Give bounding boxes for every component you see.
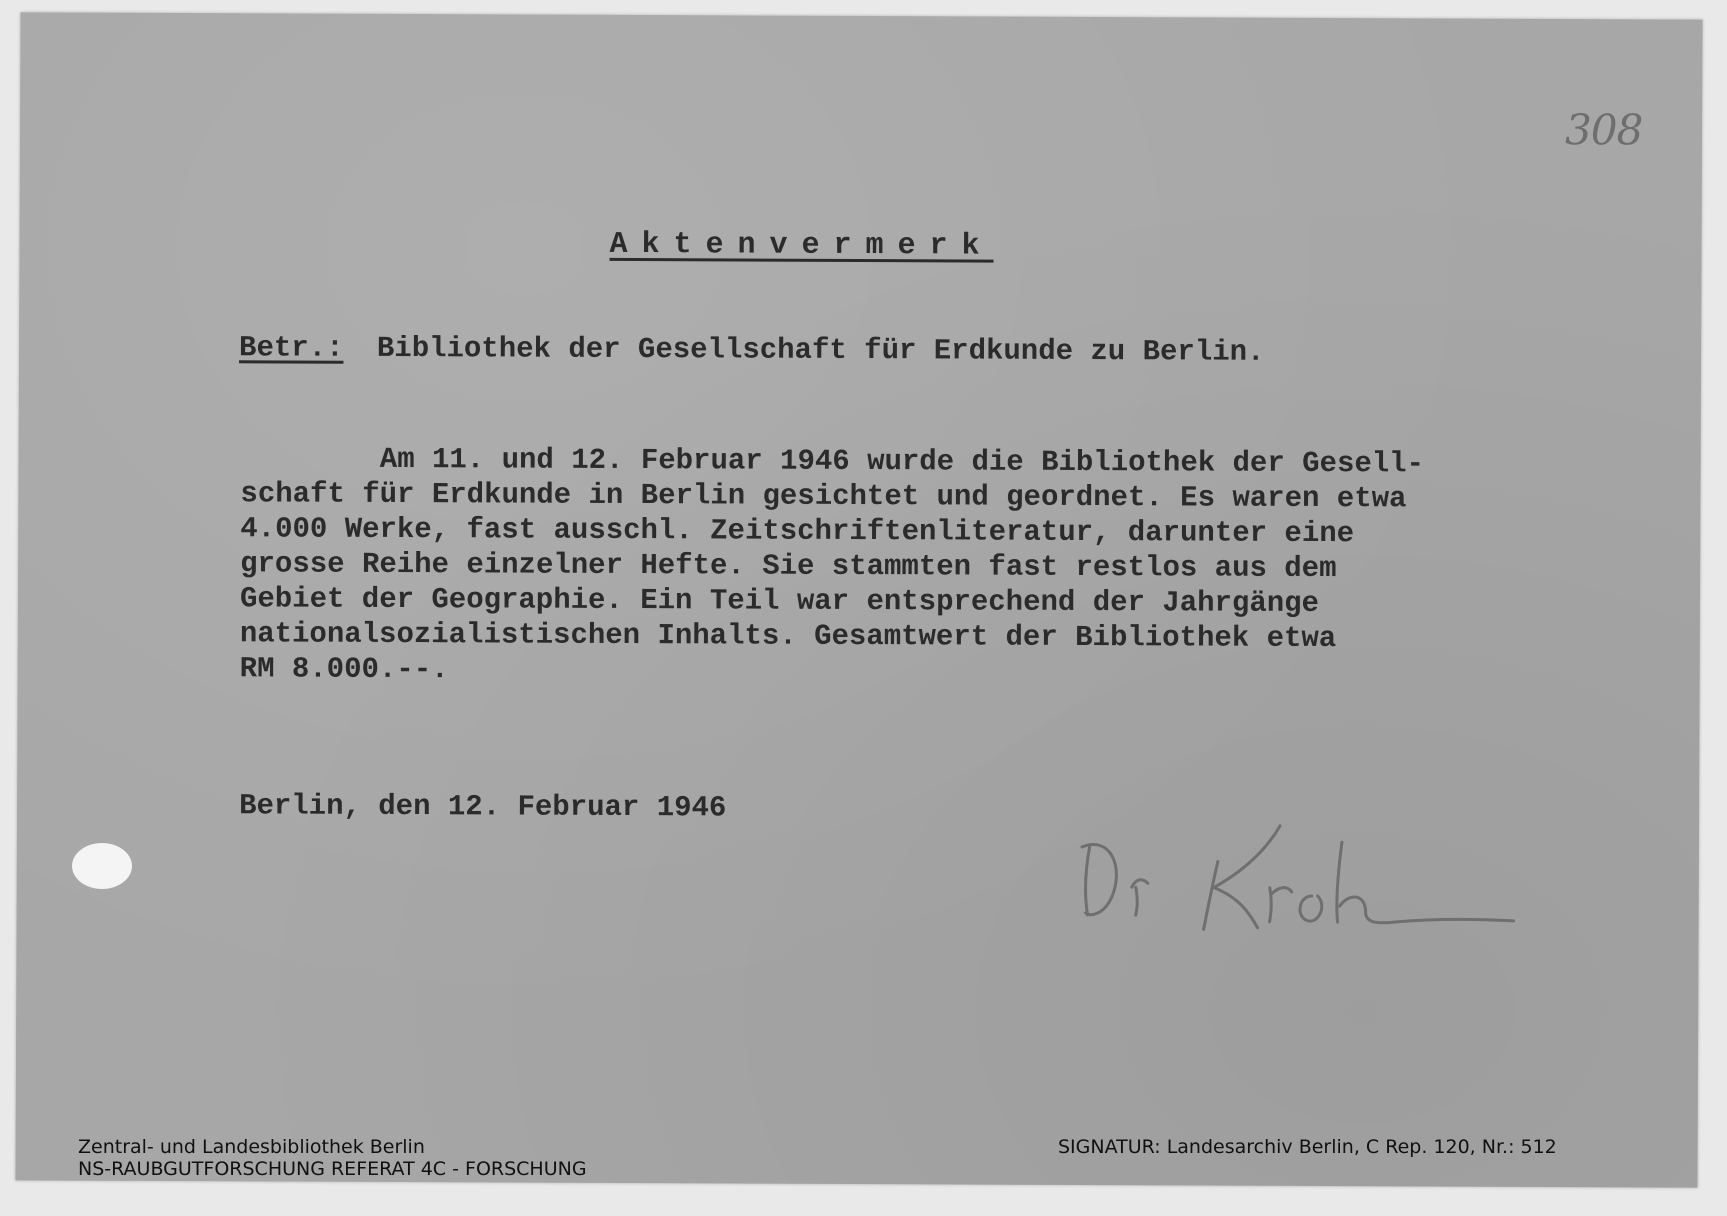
memo-body-line: Gebiet der Geographie. Ein Teil war entsprechend der Jahrgänge — [239, 582, 1320, 621]
footer-institution: Zentral- und Landesbibliothek Berlin — [78, 1136, 425, 1158]
document-card — [15, 12, 1702, 1187]
handwritten-signature — [1071, 817, 1532, 949]
folio-number: 308 — [1564, 105, 1643, 155]
memo-body-line: nationalsozialistischen Inhalts. Gesamtwert der Bibliothek etwa — [239, 617, 1337, 656]
footer-signatur — [1058, 1136, 1557, 1158]
memo-body-line: schaft für Erdkunde in Berlin gesichtet und geordnet. Es waren etwa — [240, 477, 1407, 516]
memo-body — [240, 441, 1681, 692]
footer-institution-block — [78, 1136, 587, 1180]
footer-signatur-text: SIGNATUR: Landesarchiv Berlin, C Rep. 120, Nr.: 512 — [1058, 1136, 1557, 1158]
memo-body-line: Am 11. und 12. Februar 1946 wurde die Bibliothek der Gesell- — [240, 442, 1425, 481]
memo-body-line: 4.000 Werke, fast ausschl. Zeitschriftenliteratur, darunter eine — [240, 512, 1355, 551]
subject-text: Bibliothek der Gesellschaft für Erdkunde zu Berlin. — [376, 331, 1265, 369]
date-line: Berlin, den 12. Februar 1946 — [239, 789, 727, 825]
punch-hole — [72, 843, 132, 889]
memo-body-line: RM 8.000.--. — [239, 652, 449, 687]
footer-department: NS-RAUBGUTFORSCHUNG REFERAT 4C - FORSCHUNG — [78, 1158, 587, 1180]
subject-line — [239, 331, 1265, 368]
document-heading: Aktenvermerk — [609, 227, 994, 264]
memo-body-line: grosse Reihe einzelner Hefte. Sie stammten fast restlos aus dem — [240, 547, 1337, 586]
subject-label: Betr.: — [239, 331, 344, 365]
